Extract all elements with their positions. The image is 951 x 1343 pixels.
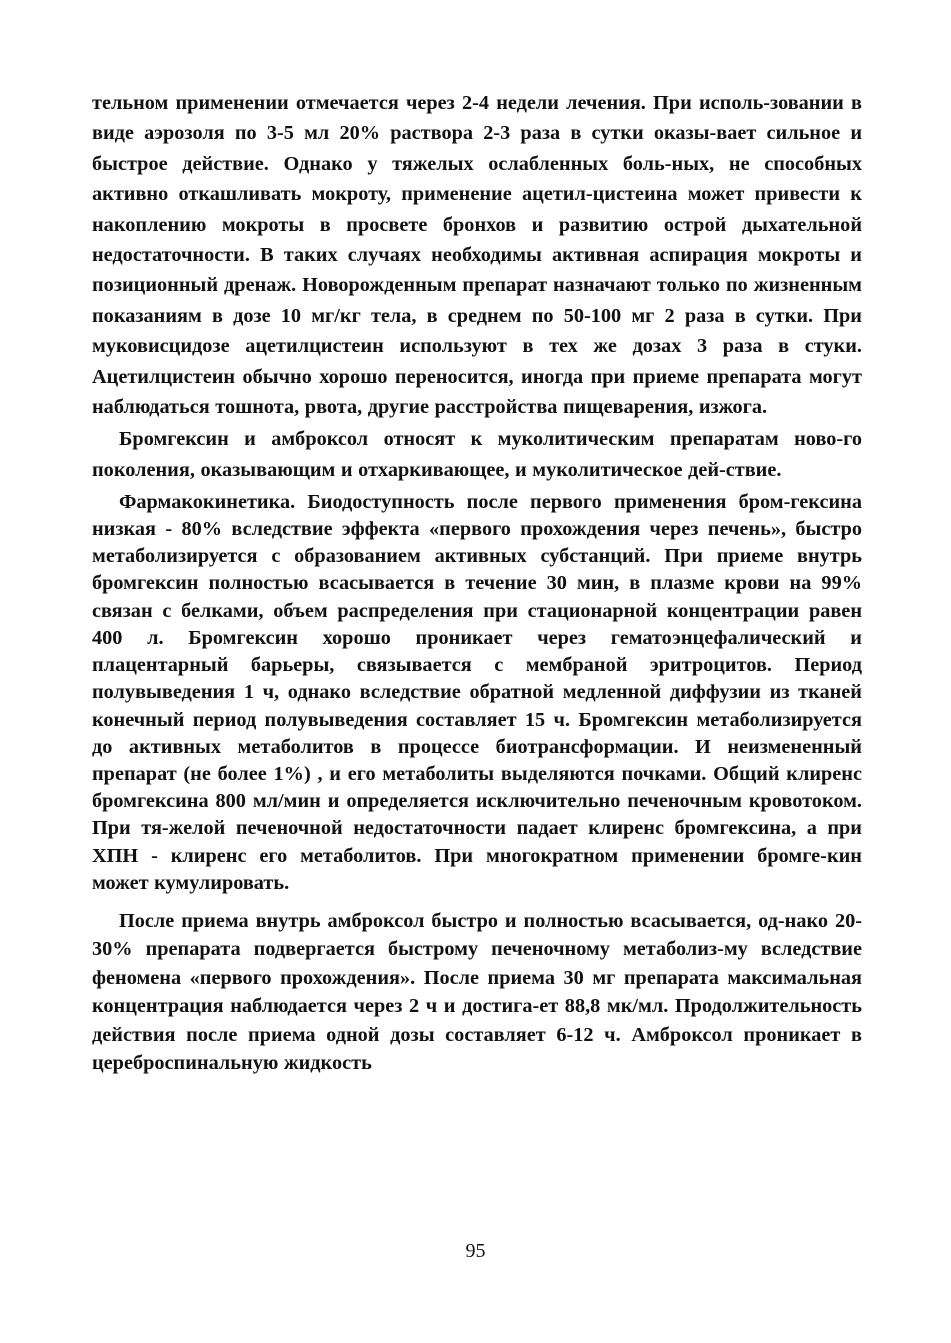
page-number: 95	[465, 1240, 486, 1262]
paragraph-ambroxol-absorption: После приема внутрь амброксол быстро и полностью всасывается, од-нако 20-30% препарата подвергается быстрому печеночному метаболиз-му вследствие феномена «первого прохождения». После приема 30 мг препарата максимальная концентрация наблюдается через 2 ч и достига-ет 88,8 мк/мл. Продолжительность действия после приема одной дозы составляет 6-12 ч. Амброксол проникает в цереброспинальную жидкость	[92, 909, 862, 1075]
paragraph-pharmacokinetics: Фармакокинетика. Биодоступность после первого применения бром-гексина низкая - 80% вследствие эффекта «первого прохождения через печень», быстро метаболизируется с образованием активных субстанций. При приеме внутрь бромгексин полностью всасывается в течение 30 мин, в плазме крови на 99% связан с белками, объем распределения при стационарной концентрации равен 400 л. Бромгексин хорошо проникает через гематоэнцефалический и плацентарный барьеры, связывается с мембраной эритроцитов. Период полувыведения 1 ч, однако вследствие обратной медленной диффузии из тканей конечный период полувыведения составляет 15 ч. Бромгексин метаболизируется до активных метаболитов в процессе биотрансформации. И неизмененный препарат (не более 1%) , и его метаболиты выделяются почками. Общий клиренс бромгексина 800 мл/мин и определяется исключительно печеночным кровотоком. При тя-желой печеночной недостаточности падает клиренс бромгексина, а при ХПН - клиренс его метаболитов. При многократном применении бромге-кин может кумулировать.	[92, 490, 862, 894]
paragraph-acetylcysteine-continuation: тельном применении отмечается через 2-4 недели лечения. При исполь-зовании в виде аэрозоля по 3-5 мл 20% раствора 2-3 раза в сутки оказы-вает сильное и быстрое действие. Однако у тяжелых ослабленных боль-ных, не способных активно откашливать мокроту, применение ацетил-цистеина может привести к накоплению мокроты в просвете бронхов и развитию острой дыхательной недостаточности. В таких случаях необходимы активная аспирация мокроты и позиционный дренаж. Новорожденным препарат назначают только по жизненным показаниям в дозе 10 мг/кг тела, в среднем по 50-100 мг 2 раза в сутки. При муковисцидозе ацетилцистеин используют в тех же дозах 3 раза в стуки. Ацетилцистеин обычно хорошо переносится, иногда при приеме препарата могут наблюдаться тошнота, рвота, другие расстройства пищеварения, изжога.	[92, 92, 862, 419]
paragraph-bromhexine-ambroxol-intro: Бромгексин и амброксол относят к муколитическим препаратам ново-го поколения, оказывающим и отхаркивающее, и муколитическое дей-ствие.	[92, 428, 862, 481]
body-text	[92, 88, 862, 1078]
